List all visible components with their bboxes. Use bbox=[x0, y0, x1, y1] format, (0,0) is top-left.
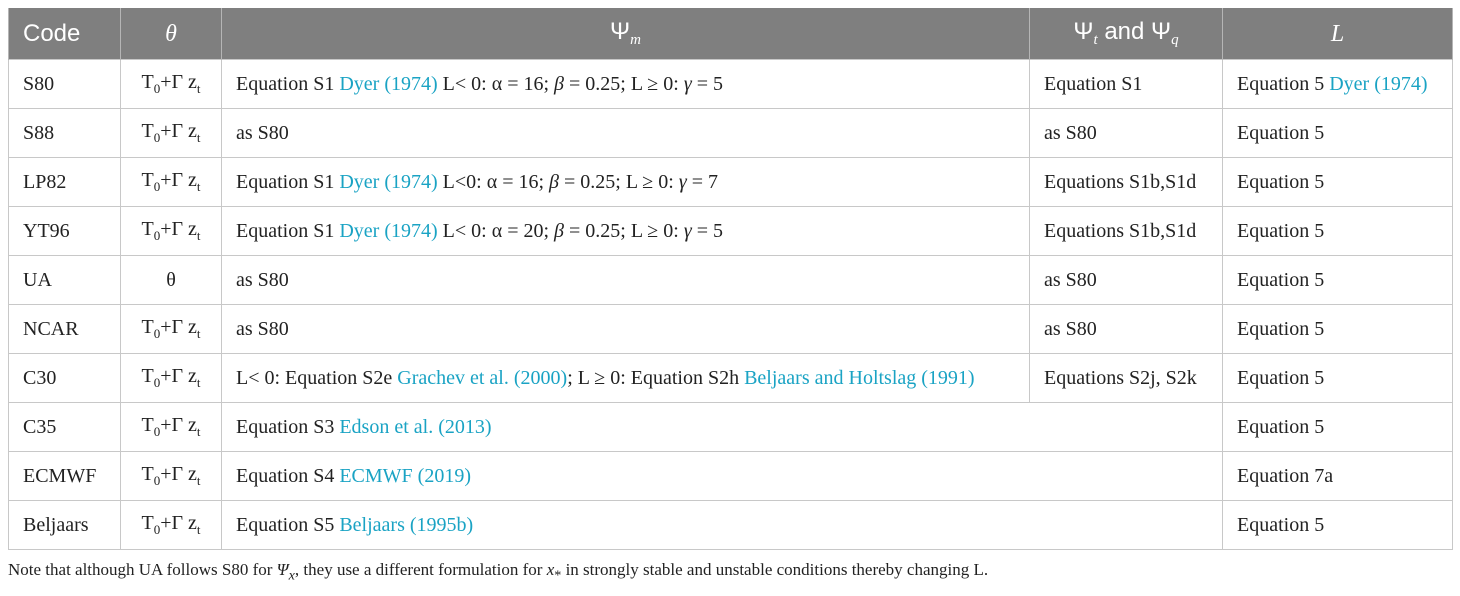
cell-text: Equation 5 bbox=[1237, 513, 1325, 536]
theta-T-sub: 0 bbox=[153, 473, 161, 488]
theta-T: T bbox=[141, 120, 154, 142]
theta-z-sub: t bbox=[196, 130, 201, 145]
cell-theta bbox=[121, 109, 222, 158]
cell-psi-m bbox=[222, 452, 1223, 501]
theta-value: θ bbox=[166, 268, 176, 291]
header-row bbox=[9, 8, 1453, 60]
math-symbol: x bbox=[546, 560, 555, 579]
citation-link[interactable]: Dyer (1974) bbox=[1329, 72, 1428, 95]
subscript bbox=[197, 179, 201, 194]
theta-T: T bbox=[141, 316, 154, 338]
theta-T-sub: 0 bbox=[153, 179, 161, 194]
psi-symbol: Ψ bbox=[610, 17, 631, 45]
citation-link[interactable]: Grachev et al. (2000) bbox=[397, 366, 568, 389]
table-row bbox=[9, 60, 1453, 109]
theta-z-sub: t bbox=[196, 179, 201, 194]
header-psi-t-q bbox=[1030, 8, 1223, 60]
cell-text: Note that although UA follows S80 for bbox=[8, 560, 277, 579]
cell-L bbox=[1223, 403, 1453, 452]
theta-z-sub: t bbox=[196, 473, 201, 488]
cell-code: LP82 bbox=[9, 158, 121, 207]
cell-psi-t-q bbox=[1030, 158, 1223, 207]
cell-text: Equation S3 bbox=[236, 415, 340, 438]
cell-psi-t-q bbox=[1030, 305, 1223, 354]
cell-L bbox=[1223, 354, 1453, 403]
cell-text: Equation S1 bbox=[236, 219, 340, 242]
citation-link[interactable]: ECMWF (2019) bbox=[339, 464, 472, 487]
table-row bbox=[9, 403, 1453, 452]
cell-L bbox=[1223, 501, 1453, 550]
theta-T-sub: 0 bbox=[153, 130, 161, 145]
psi-symbol: Ψ bbox=[1073, 17, 1094, 45]
cell-theta bbox=[121, 60, 222, 109]
theta-T-sub: 0 bbox=[153, 375, 161, 390]
cell-text: L< 0: Equation S2e bbox=[236, 366, 398, 389]
cell-text: Equation S5 bbox=[236, 513, 340, 536]
cell-text: Equation 5 bbox=[1237, 317, 1325, 340]
table-row bbox=[9, 354, 1453, 403]
theta-z-sub: t bbox=[196, 228, 201, 243]
theta-T: T bbox=[141, 512, 154, 534]
table-row bbox=[9, 256, 1453, 305]
cell-text: as S80 bbox=[1044, 121, 1097, 144]
theta-T-sub: 0 bbox=[153, 424, 161, 439]
cell-psi-t-q bbox=[1030, 354, 1223, 403]
subscript bbox=[197, 228, 201, 243]
cell-text: L< 0: α = 20; bbox=[437, 219, 555, 242]
cell-L bbox=[1223, 305, 1453, 354]
cell-text: as S80 bbox=[236, 268, 289, 291]
cell-text: L<0: α = 16; bbox=[437, 170, 550, 193]
cell-text: as S80 bbox=[236, 317, 289, 340]
psi-symbol: Ψ bbox=[1151, 17, 1172, 45]
theta-symbol: θ bbox=[165, 20, 177, 47]
cell-theta bbox=[121, 207, 222, 256]
theta-z-sub: t bbox=[196, 522, 201, 537]
cell-text: Equation S1 bbox=[236, 72, 340, 95]
math-symbol: β bbox=[549, 170, 559, 193]
cell-text: Equation 5 bbox=[1237, 170, 1325, 193]
subscript bbox=[197, 424, 201, 439]
cell-psi-m bbox=[222, 256, 1030, 305]
cell-text: Equations S1b,S1d bbox=[1044, 219, 1197, 242]
theta-gamma-z: +Γ z bbox=[160, 365, 197, 387]
cell-psi-m bbox=[222, 109, 1030, 158]
math-symbol: Ψ bbox=[276, 560, 289, 579]
theta-T: T bbox=[141, 169, 154, 191]
cell-code: C35 bbox=[9, 403, 121, 452]
cell-text: ; L ≥ 0: Equation S2h bbox=[567, 366, 745, 389]
theta-gamma-z: +Γ z bbox=[160, 512, 197, 534]
table-row bbox=[9, 305, 1453, 354]
psi-t-subscript: t bbox=[1093, 32, 1098, 49]
cell-text: * bbox=[554, 567, 562, 584]
cell-code: S80 bbox=[9, 60, 121, 109]
data-table bbox=[8, 8, 1453, 550]
cell-psi-m bbox=[222, 501, 1223, 550]
math-symbol: γ bbox=[683, 219, 692, 242]
cell-text: Equation 5 bbox=[1237, 415, 1325, 438]
theta-gamma-z: +Γ z bbox=[160, 463, 197, 485]
theta-T-sub: 0 bbox=[153, 81, 161, 96]
cell-text: Equation 5 bbox=[1237, 219, 1325, 242]
math-symbol: γ bbox=[678, 170, 687, 193]
cell-text: = 0.25; L ≥ 0: bbox=[564, 219, 684, 242]
cell-text: Equations S1b,S1d bbox=[1044, 170, 1197, 193]
citation-link[interactable]: Beljaars and Holtslag (1991) bbox=[744, 366, 975, 389]
subscript bbox=[197, 522, 201, 537]
cell-code: NCAR bbox=[9, 305, 121, 354]
theta-z-sub: t bbox=[196, 81, 201, 96]
cell-psi-m bbox=[222, 354, 1030, 403]
cell-L bbox=[1223, 109, 1453, 158]
cell-text: as S80 bbox=[1044, 268, 1097, 291]
cell-theta bbox=[121, 354, 222, 403]
theta-T-sub: 0 bbox=[153, 522, 161, 537]
and-text: and bbox=[1104, 17, 1145, 45]
theta-gamma-z: +Γ z bbox=[160, 316, 197, 338]
theta-gamma-z: +Γ z bbox=[160, 218, 197, 240]
header-psi-m bbox=[222, 8, 1030, 60]
citation-link[interactable]: Beljaars (1995b) bbox=[339, 513, 474, 536]
cell-L bbox=[1223, 256, 1453, 305]
psi-q-subscript: q bbox=[1171, 32, 1179, 49]
table-row bbox=[9, 109, 1453, 158]
cell-text: , they use a different formulation for bbox=[294, 560, 547, 579]
citation-link[interactable]: Dyer (1974) bbox=[339, 219, 438, 242]
cell-text: = 5 bbox=[691, 72, 724, 95]
cell-text: = 5 bbox=[691, 219, 724, 242]
table-body bbox=[9, 60, 1453, 550]
cell-text: Equation S1 bbox=[236, 170, 340, 193]
cell-text: L< 0: α = 16; bbox=[437, 72, 555, 95]
cell-psi-m bbox=[222, 305, 1030, 354]
theta-T-sub: 0 bbox=[153, 326, 161, 341]
header-code: Code bbox=[9, 8, 121, 60]
cell-code: S88 bbox=[9, 109, 121, 158]
cell-theta bbox=[121, 256, 222, 305]
theta-T: T bbox=[141, 218, 154, 240]
math-symbol: γ bbox=[683, 72, 692, 95]
cell-text: as S80 bbox=[236, 121, 289, 144]
subscript bbox=[197, 326, 201, 341]
cell-theta bbox=[121, 403, 222, 452]
cell-psi-t-q bbox=[1030, 109, 1223, 158]
table-row bbox=[9, 207, 1453, 256]
cell-L bbox=[1223, 452, 1453, 501]
cell-L bbox=[1223, 207, 1453, 256]
theta-z-sub: t bbox=[196, 326, 201, 341]
citation-link[interactable]: Edson et al. (2013) bbox=[339, 415, 492, 438]
theta-T: T bbox=[141, 463, 154, 485]
cell-code: ECMWF bbox=[9, 452, 121, 501]
theta-T-sub: 0 bbox=[153, 228, 161, 243]
cell-code: Beljaars bbox=[9, 501, 121, 550]
table-figure bbox=[8, 8, 1452, 584]
cell-text: = 0.25; L ≥ 0: bbox=[559, 170, 679, 193]
subscript bbox=[197, 81, 201, 96]
cell-theta bbox=[121, 452, 222, 501]
theta-gamma-z: +Γ z bbox=[160, 414, 197, 436]
subscript bbox=[197, 130, 201, 145]
table-row bbox=[9, 158, 1453, 207]
theta-T: T bbox=[141, 365, 154, 387]
subscript bbox=[197, 473, 201, 488]
header-theta bbox=[121, 8, 222, 60]
table-row bbox=[9, 452, 1453, 501]
cell-text: = 7 bbox=[686, 170, 719, 193]
cell-text: Equation 7a bbox=[1237, 464, 1334, 487]
cell-L bbox=[1223, 60, 1453, 109]
cell-text: Equation 5 bbox=[1237, 268, 1325, 291]
cell-text: in strongly stable and unstable conditions thereby changing L. bbox=[561, 560, 989, 579]
subscript bbox=[197, 375, 201, 390]
math-symbol: x bbox=[288, 567, 295, 584]
cell-code: YT96 bbox=[9, 207, 121, 256]
theta-z-sub: t bbox=[196, 375, 201, 390]
cell-psi-m bbox=[222, 403, 1223, 452]
cell-text: Equation 5 bbox=[1237, 366, 1325, 389]
citation-link[interactable]: Dyer (1974) bbox=[339, 170, 438, 193]
cell-code: C30 bbox=[9, 354, 121, 403]
theta-T: T bbox=[141, 414, 154, 436]
cell-psi-m bbox=[222, 207, 1030, 256]
cell-text: = 0.25; L ≥ 0: bbox=[564, 72, 684, 95]
cell-theta bbox=[121, 305, 222, 354]
table-row bbox=[9, 501, 1453, 550]
citation-link[interactable]: Dyer (1974) bbox=[339, 72, 438, 95]
cell-psi-m bbox=[222, 158, 1030, 207]
table-footnote bbox=[8, 560, 1452, 584]
cell-psi-t-q bbox=[1030, 60, 1223, 109]
cell-text: Equation S1 bbox=[1044, 72, 1143, 95]
theta-gamma-z: +Γ z bbox=[160, 120, 197, 142]
header-L bbox=[1223, 8, 1453, 60]
cell-text: Equations S2j, S2k bbox=[1044, 366, 1197, 389]
cell-code: UA bbox=[9, 256, 121, 305]
theta-gamma-z: +Γ z bbox=[160, 71, 197, 93]
theta-T: T bbox=[141, 71, 154, 93]
psi-m-subscript: m bbox=[630, 32, 641, 49]
cell-text: Equation 5 bbox=[1237, 72, 1330, 95]
theta-z-sub: t bbox=[196, 424, 201, 439]
cell-psi-t-q bbox=[1030, 256, 1223, 305]
math-symbol: β bbox=[554, 219, 564, 242]
cell-psi-t-q bbox=[1030, 207, 1223, 256]
cell-text: Equation 5 bbox=[1237, 121, 1325, 144]
cell-L bbox=[1223, 158, 1453, 207]
cell-theta bbox=[121, 501, 222, 550]
cell-theta bbox=[121, 158, 222, 207]
L-symbol: L bbox=[1330, 20, 1345, 47]
cell-text: Equation S4 bbox=[236, 464, 340, 487]
math-symbol: β bbox=[554, 72, 564, 95]
theta-gamma-z: +Γ z bbox=[160, 169, 197, 191]
cell-text: as S80 bbox=[1044, 317, 1097, 340]
cell-psi-m bbox=[222, 60, 1030, 109]
